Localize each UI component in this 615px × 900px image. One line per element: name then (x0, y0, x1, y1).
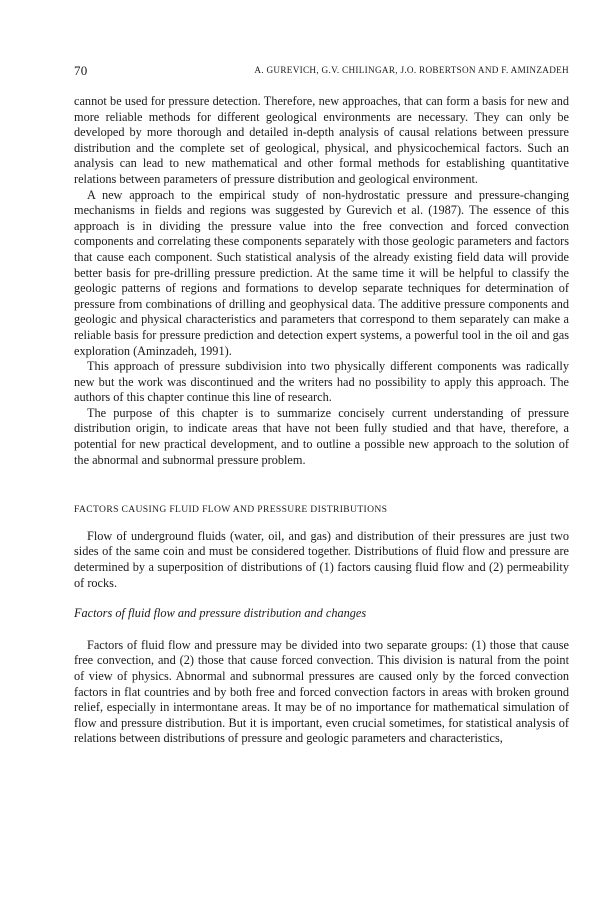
page-header (74, 63, 569, 81)
body-paragraph: Factors of fluid flow and pressure may be divided into two separate groups: (1) those that cause free convection, and (2) those that cause forced convection. This division is natural from the point of view of physics. Abnormal and subnormal pressures are caused only by the forced convection factors in flat countries and by both free and forced convection factors in areas with broken ground relief, especially in intermontane areas. It may be of no importance for mathematical simulation of flow and pressure distribution. But it is important, even crucial sometimes, for statistical analysis of relations between distributions of pressure and geologic parameters and characteristics, (74, 637, 569, 746)
body-paragraph: This approach of pressure subdivision into two physically different components was radically new but the work was discontinued and the writers had no possibility to apply this approach. The authors of this chapter continue this line of research. (74, 359, 569, 405)
body-paragraph: Flow of underground fluids (water, oil, and gas) and distribution of their pressures are just two sides of the same coin and must be considered together. Distributions of fluid flow and pressure are determined by a superposition of distributions of (1) factors causing fluid flow and (2) permeability of rocks. (74, 528, 569, 590)
section-heading: FACTORS CAUSING FLUID FLOW AND PRESSURE DISTRIBUTIONS (74, 504, 388, 516)
body-paragraph: The purpose of this chapter is to summarize concisely current understanding of pressure distribution origin, to indicate areas that have not been fully studied and that have, therefore, a potential for new practical development, and to outline a possible new approach to the solution of the abnormal and subnormal pressure problem. (74, 405, 569, 467)
page-body (74, 94, 569, 747)
body-paragraph: A new approach to the empirical study of non-hydrostatic pressure and pressure-changing mechanisms in fields and regions was suggested by Gurevich et al. (1987). The essence of this approach is in dividing the pressure value into the free convection and forced convection components and correlating these components separately with those geologic parameters and factors that cause each component. Such statistical analysis of the already existing field data will provide better basis for pre-drilling pressure prediction. At the same time it will be helpful to classify the geologic patterns of regions and formations to develop separate techniques for determination of pressure from combinations of drilling and geophysical data. The additive pressure components and geologic and physical characteristics and parameters that correspond to them separately can make a reliable basis for pressure prediction and detection expert systems, a powerful tool in the oil and gas exploration (Aminzadeh, 1991). (74, 187, 569, 358)
page-number: 70 (74, 63, 88, 78)
body-paragraph: cannot be used for pressure detection. Therefore, new approaches, that can form a basis for new and more reliable methods for different geological environments are necessary. They can only be developed by more thorough and detailed in-depth analysis of causal relations between pressure distribution and the complete set of geological, physical, and physicochemical factors. Such an analysis can lead to new mathematical and other formal methods for establishing quantitative relations between parameters of pressure distribution and geological environment. (74, 94, 569, 186)
subsection-heading: Factors of fluid flow and pressure distribution and changes (74, 606, 367, 621)
running-head: A. GUREVICH, G.V. CHILINGAR, J.O. ROBERTSON AND F. AMINZADEH (254, 65, 569, 75)
